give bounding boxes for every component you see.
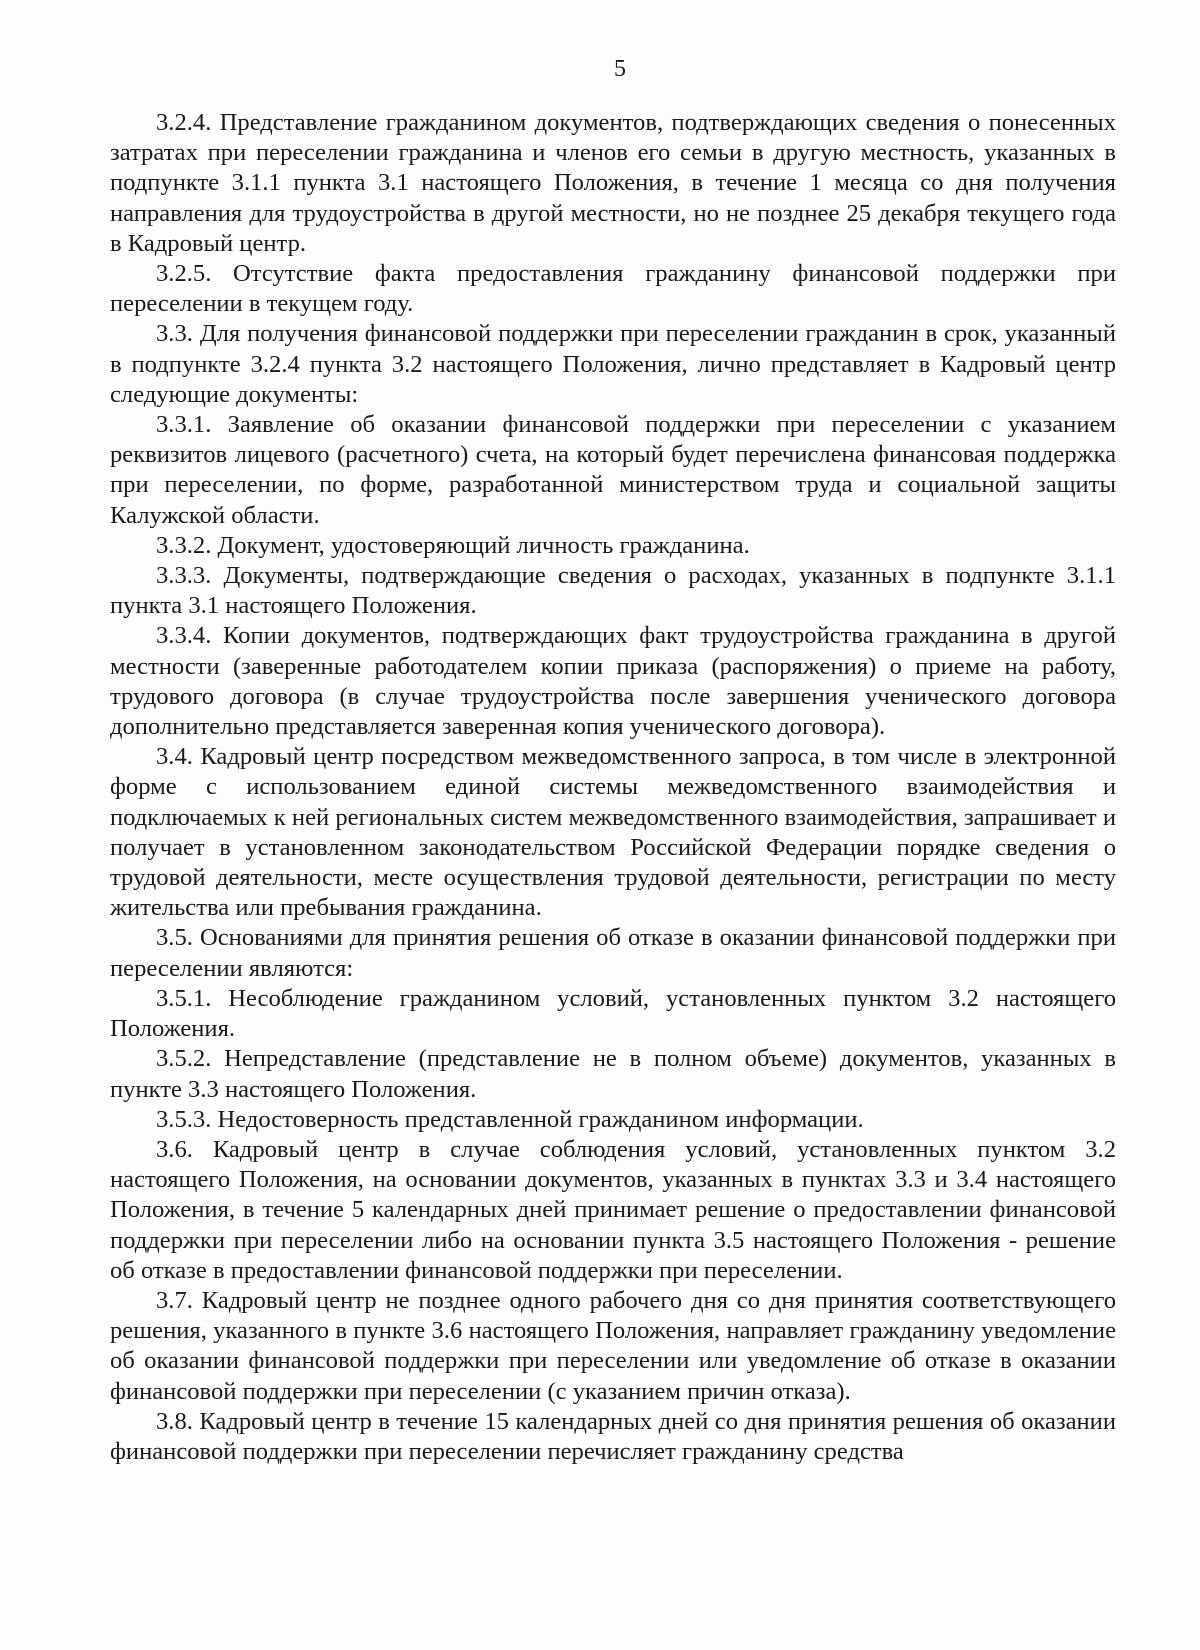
paragraph-3-2-4: 3.2.4. Представление гражданином документов, подтверждающих сведения о понесенных затратах при переселении гражданина и членов его семьи в другую местность, указанных в подпункте 3.1.1 пункта 3.1 настоящего Положения, в течение 1 месяца со дня получения направления для трудоустройства в другой местности, но не позднее 25 декабря текущего года в Кадровый центр. (110, 109, 1116, 257)
paragraph-3-5-3: 3.5.3. Недостоверность представленной гражданином информации. (156, 1105, 864, 1133)
paragraph-3-3-2: 3.3.2. Документ, удостоверяющий личность гражданина. (156, 531, 750, 559)
paragraph-3-2-5: 3.2.5. Отсутствие факта предоставления гражданину финансовой поддержки при переселении в текущем году. (110, 260, 1116, 318)
paragraph-3-8: 3.8. Кадровый центр в течение 15 календарных дней со дня принятия решения об оказании финансовой поддержки при переселении перечисляет гражданину средства (110, 1407, 1116, 1465)
paragraph-3-5: 3.5. Основаниями для принятия решения об отказе в оказании финансовой поддержки при переселении являются: (110, 924, 1116, 982)
paragraph-3-3-4: 3.3.4. Копии документов, подтверждающих факт трудоустройства гражданина в другой местности (заверенные работодателем копии приказа (распоряжения) о приеме на работу, трудового договора (в случае трудоустройства после завершения ученического договора дополнительно представляется заверенная копия ученического договора). (110, 622, 1116, 741)
paragraph-3-4: 3.4. Кадровый центр посредством межведомственного запроса, в том числе в электронной форме с использованием единой системы межведомственного взаимодействия и подключаемых к ней региональных систем межведомственного взаимодействия, запрашивает и получает в установленном законодательством Российской Федерации порядке сведения о трудовой деятельности, месте осуществления трудовой деятельности, регистрации по месту жительства или пребывания гражданина. (110, 743, 1116, 922)
document-body (110, 108, 1116, 1467)
paragraph-3-3: 3.3. Для получения финансовой поддержки при переселении гражданин в срок, указанный в подпункте 3.2.4 пункта 3.2 настоящего Положения, лично представляет в Кадровый центр следующие документы: (110, 320, 1116, 408)
paragraph-3-5-1: 3.5.1. Несоблюдение гражданином условий, установленных пунктом 3.2 настоящего Положения. (110, 984, 1116, 1043)
page-number: 5 (614, 56, 626, 82)
paragraph-3-3-1: 3.3.1. Заявление об оказании финансовой поддержки при переселении с указанием реквизитов лицевого (расчетного) счета, на который будет перечислена финансовая поддержка при переселении, по форме, разработанной министерством труда и социальной защиты Калужской области. (110, 411, 1116, 529)
paragraph-3-7: 3.7. Кадровый центр не позднее одного рабочего дня со дня принятия соответствующего решения, указанного в пункте 3.6 настоящего Положения, направляет гражданину уведомление об оказании финансовой поддержки при переселении или уведомление об отказе в оказании финансовой поддержки при переселении (с указанием причин отказа). (110, 1286, 1116, 1405)
paragraph-3-3-3: 3.3.3. Документы, подтверждающие сведения о расходах, указанных в подпункте 3.1.1 пункта 3.1 настоящего Положения. (110, 562, 1116, 620)
paragraph-3-6: 3.6. Кадровый центр в случае соблюдения условий, установленных пунктом 3.2 настоящего Положения, на основании документов, указанных в пунктах 3.3 и 3.4 настоящего Положения, в течение 5 календарных дней принимает решение о предоставлении финансовой поддержки при переселении либо на основании пункта 3.5 настоящего Положения - решение об отказе в предоставлении финансовой поддержки при переселении. (110, 1135, 1116, 1284)
paragraph-3-5-2: 3.5.2. Непредставление (представление не в полном объеме) документов, указанных в пункте 3.3 настоящего Положения. (110, 1045, 1116, 1103)
